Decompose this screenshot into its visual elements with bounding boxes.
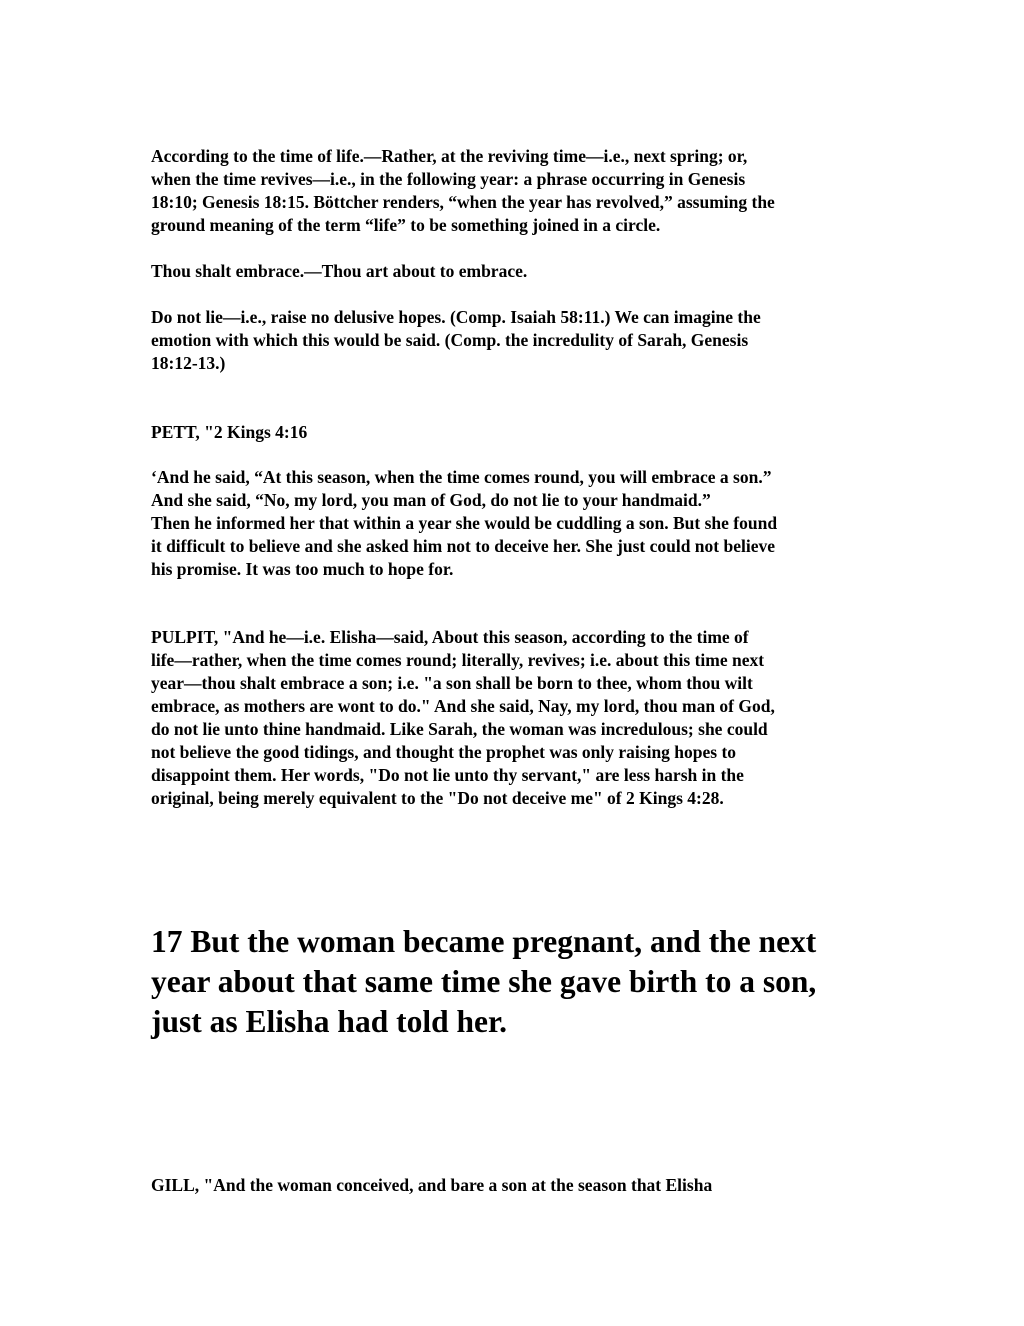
pett-commentary (151, 466, 881, 581)
text-line: 18:12-13.) (151, 353, 226, 373)
text-line: Thou shalt embrace.—Thou art about to embrace. (151, 261, 528, 281)
text-line: GILL, "And the woman conceived, and bare a son at the season that Elisha (151, 1175, 713, 1195)
text-line: 17 But the woman became pregnant, and the next (151, 924, 817, 959)
text-line: year—thou shalt embrace a son; i.e. "a son shall be born to thee, whom thou wilt (151, 673, 753, 693)
text-line: Do not lie—i.e., raise no delusive hopes. (Comp. Isaiah 58:11.) We can imagine the (151, 307, 761, 327)
text-line: it difficult to believe and she asked him not to deceive her. She just could not believe (151, 536, 776, 556)
commentary-paragraph-do-not-lie (151, 306, 881, 375)
pulpit-commentary (151, 626, 881, 810)
text-line: embrace, as mothers are wont to do." And she said, Nay, my lord, thou man of God, (151, 696, 775, 716)
text-line: emotion with which this would be said. (Comp. the incredulity of Sarah, Genesis (151, 330, 749, 350)
commentary-paragraph-life (151, 145, 881, 237)
text-line: ‘And he said, “At this season, when the time comes round, you will embrace a son.” (151, 467, 772, 487)
text-line: when the time revives—i.e., in the following year: a phrase occurring in Genesis (151, 169, 746, 189)
text-line: disappoint them. Her words, "Do not lie unto thy servant," are less harsh in the (151, 765, 744, 785)
text-line: original, being merely equivalent to the "Do not deceive me" of 2 Kings 4:28. (151, 788, 724, 808)
gill-commentary (151, 1174, 881, 1197)
text-line: PULPIT, "And he—i.e. Elisha—said, About this season, according to the time of (151, 627, 749, 647)
text-line: do not lie unto thine handmaid. Like Sarah, the woman was incredulous; she could (151, 719, 768, 739)
text-line: year about that same time she gave birth to a son, (151, 964, 817, 999)
text-line: ground meaning of the term “life” to be something joined in a circle. (151, 215, 661, 235)
text-line: Then he informed her that within a year she would be cuddling a son. But she found (151, 513, 778, 533)
pett-heading (151, 421, 881, 444)
text-line: PETT, "2 Kings 4:16 (151, 422, 308, 442)
text-line: And she said, “No, my lord, you man of God, do not lie to your handmaid.” (151, 490, 711, 510)
text-line: just as Elisha had told her. (151, 1004, 507, 1039)
text-line: 18:10; Genesis 18:15. Böttcher renders, “when the year has revolved,” assuming the (151, 192, 775, 212)
commentary-paragraph-embrace (151, 260, 881, 283)
text-line: not believe the good tidings, and thought the prophet was only raising hopes to (151, 742, 737, 762)
text-line: his promise. It was too much to hope for. (151, 559, 454, 579)
text-line: life—rather, when the time comes round; literally, revives; i.e. about this time next (151, 650, 765, 670)
text-line: According to the time of life.—Rather, at the reviving time—i.e., next spring; or, (151, 146, 748, 166)
verse-17-heading (151, 922, 891, 1042)
